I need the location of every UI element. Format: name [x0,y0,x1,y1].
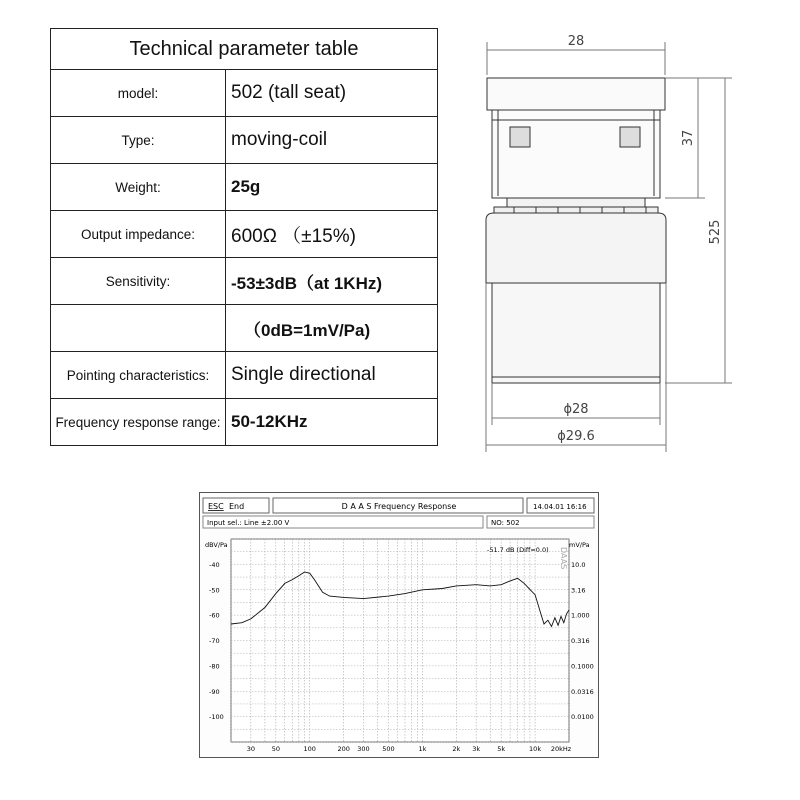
param-label [51,305,226,352]
capsule-dimension-drawing [470,20,740,460]
x-tick-label: 30 [246,745,255,753]
x-tick-label: 50 [271,745,280,753]
datetime-text: 14.04.01 16:16 [533,503,587,511]
x-tick-label: 300 [357,745,370,753]
table-row [51,211,438,258]
capsule-neck [507,198,645,207]
cage-window-left [510,127,530,147]
capsule-body-lower [492,283,660,383]
y-tick-label: -70 [209,637,220,645]
param-value: moving-coil [226,117,438,164]
table-row [51,117,438,164]
right-tick-label: 0.0100 [571,713,594,722]
param-value: 25g [226,164,438,211]
right-tick-label: 1.000 [571,611,590,620]
daas-window [199,492,599,758]
param-label: Weight: [51,164,226,211]
right-tick-label: 0.316 [571,637,590,645]
table-row [51,164,438,211]
capsule-top-cap [487,78,665,110]
daas-side-label: DAAS [559,547,568,570]
y-tick-label: -80 [209,662,220,671]
param-label: Output impedance: [51,211,226,258]
param-value: 50-12KHz [226,399,438,446]
y-tick-label: -60 [209,611,220,620]
x-tick-label: 10k [529,745,542,753]
right-unit: mV/Pa [569,541,590,549]
cage-window-right [620,127,640,147]
param-label: Pointing characteristics: [51,352,226,399]
y-tick-label: -90 [209,687,220,696]
right-tick-label: 0.1000 [571,662,594,671]
table-row [51,70,438,117]
window-title: D A A S Frequency Response [341,502,457,511]
no-text: NO: 502 [491,519,520,527]
right-tick-label: 3.16 [571,586,586,595]
x-tick-label: 20kHz [550,745,572,753]
param-label: Frequency response range: [51,399,226,446]
right-tick-label: 0.0316 [571,687,594,696]
y-tick-label: -50 [209,586,220,595]
table-title-row [51,29,438,70]
param-value: （0dB=1mV/Pa) [226,305,438,352]
level-readout: -51.7 dB (Diff=0.0) [487,546,549,554]
y-tick-label: -100 [209,713,224,722]
capsule-cage [492,110,660,198]
left-unit: dBV/Pa [205,541,228,549]
param-value: -53±3dB（at 1KHz) [226,258,438,305]
table-row [51,399,438,446]
y-tick-label: -40 [209,560,220,569]
x-tick-label: 3k [472,745,481,753]
input-sel-text: Input sel.: Line ±2.00 V [207,519,290,527]
param-label: model: [51,70,226,117]
dim-base-diameter: ϕ29.6 [557,429,595,444]
frequency-response-plot [209,539,594,753]
parameter-table [50,28,438,446]
esc-label: ESC [208,502,224,511]
capsule-body-upper [486,213,666,283]
x-tick-label: 200 [337,745,350,753]
x-tick-label: 500 [382,745,395,753]
x-tick-label: 5k [497,745,506,753]
param-value: 600Ω （±15%) [226,211,438,258]
param-value: Single directional [226,352,438,399]
param-label: Type: [51,117,226,164]
param-label: Sensitivity: [51,258,226,305]
dim-total-height: 525 [708,219,723,245]
dim-upper-height: 37 [681,129,696,147]
right-tick-label: 10.0 [571,560,586,569]
table-title: Technical parameter table [51,29,438,70]
dim-top-width: 28 [567,34,585,49]
param-value: 502 (tall seat) [226,70,438,117]
table-row [51,352,438,399]
x-tick-label: 100 [303,745,316,753]
table-row [51,258,438,305]
dim-body-diameter: ϕ28 [563,402,589,417]
x-tick-label: 1k [418,745,427,753]
end-label: End [229,502,245,511]
x-tick-label: 2k [452,745,461,753]
table-row [51,305,438,352]
